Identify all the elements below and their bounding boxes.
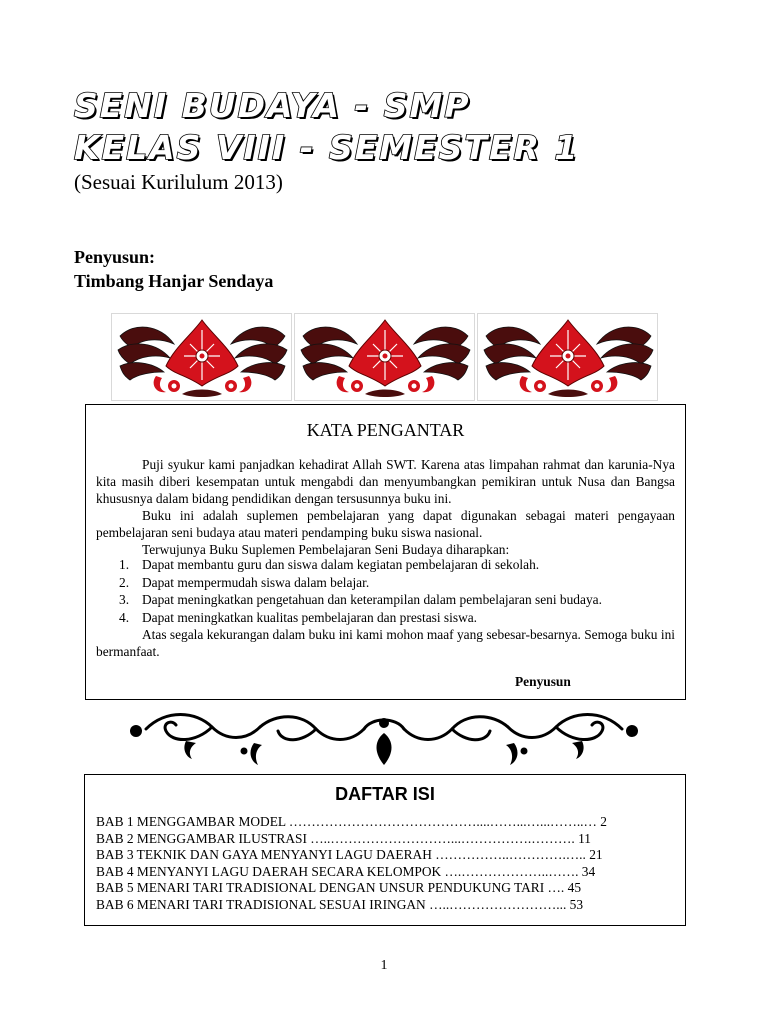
foreword-paragraph: Terwujunya Buku Suplemen Pembelajaran Seni Budaya diharapkan: bbox=[142, 542, 510, 557]
toc-entry[interactable]: BAB 1 MENGGAMBAR MODEL ……………………………………....……...…...……..… 2 bbox=[96, 814, 607, 829]
foreword-title: KATA PENGANTAR bbox=[306, 420, 465, 440]
wayang-ornament-icon bbox=[295, 314, 476, 402]
book-title: SENI BUDAYA - SMP bbox=[74, 86, 471, 125]
author-label: Penyusun: bbox=[74, 247, 156, 267]
list-item: 2. Dapat mempermudah siswa dalam belajar. bbox=[119, 574, 370, 590]
goals-list bbox=[96, 556, 675, 626]
page-number: 1 bbox=[380, 958, 388, 973]
book-subtitle: (Sesuai Kurilulum 2013) bbox=[74, 170, 283, 194]
table-of-contents-box bbox=[84, 774, 686, 926]
toc-entry[interactable]: BAB 4 MENYANYI LAGU DAERAH SECARA KELOMPOK ….………………..……. 34 bbox=[96, 863, 596, 879]
list-item: 3. Dapat meningkatkan pengetahuan dan keterampilan dalam pembelajaran seni budaya. bbox=[119, 592, 602, 607]
foreword-box bbox=[85, 404, 686, 700]
list-item: 1. Dapat membantu guru dan siswa dalam kegiatan pembelajaran di sekolah. bbox=[119, 557, 540, 572]
foreword-signer: Penyusun bbox=[515, 674, 571, 689]
ornament-panel bbox=[477, 313, 658, 401]
table-of-contents-list bbox=[96, 814, 607, 913]
ornament-panel bbox=[111, 313, 292, 401]
wayang-ornament-icon bbox=[112, 314, 293, 402]
toc-entry[interactable]: BAB 2 MENGGAMBAR ILUSTRASI …..………………………...…………….………. 11 bbox=[96, 830, 591, 846]
wayang-ornament-icon bbox=[478, 314, 659, 402]
list-item: 4. Dapat meningkatkan kualitas pembelajaran dan prestasi siswa. bbox=[119, 609, 478, 625]
foreword-paragraph: Puji syukur kami panjadkan kehadirat Allah SWT. Karena atas limpahan rahmat dan karunia-Nya kita masih diberi kesempatan untuk mengabdi dan menyumbangkan pemikiran untuk Nusa dan Bangsa khususnya dalam bidang pendidikan dengan tersusunnya buku ini. bbox=[96, 457, 675, 506]
toc-entry[interactable]: BAB 3 TEKNIK DAN GAYA MENYANYI LAGU DAERAH ……………..………….….. 21 bbox=[96, 847, 603, 862]
author-name: Timbang Hanjar Sendaya bbox=[74, 271, 274, 291]
toc-entry[interactable]: BAB 5 MENARI TARI TRADISIONAL DENGAN UNSUR PENDUKUNG TARI …. 45 bbox=[96, 880, 582, 895]
book-class-semester: KELAS VIII - SEMESTER 1 bbox=[74, 128, 580, 167]
foreword-closing: Atas segala kekurangan dalam buku ini kami mohon maaf yang sebesar-besarnya. Semoga buku ini bermanfaat. bbox=[96, 627, 675, 659]
table-of-contents-title: DAFTAR ISI bbox=[335, 784, 435, 804]
foreword-paragraph: Buku ini adalah suplemen pembelajaran yang dapat digunakan sebagai materi pengayaan pembelajaran seni budaya atau materi pendamping buku siswa nasional. bbox=[96, 508, 675, 540]
ornament-panel bbox=[294, 313, 475, 401]
ornament-banner bbox=[111, 313, 658, 401]
scroll-divider-ornament bbox=[126, 707, 642, 769]
toc-entry[interactable]: BAB 6 MENARI TARI TRADISIONAL SESUAI IRINGAN …..……………………... 53 bbox=[96, 896, 584, 912]
